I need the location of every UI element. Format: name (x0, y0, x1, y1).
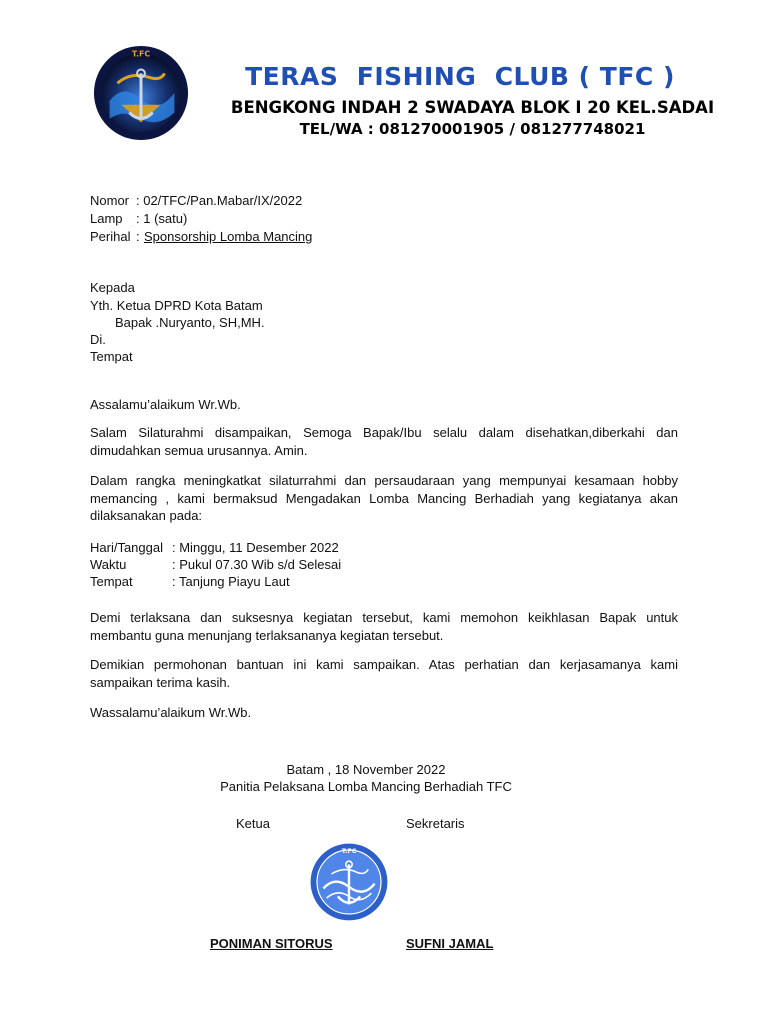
club-logo (92, 44, 190, 142)
secretary-title: Sekretaris (406, 816, 465, 831)
paragraph-3: Demi terlaksana dan suksesnya kegiatan tersebut, kami memohon keikhlasan Bapak untuk membantu guna menunjang terlaksananya kegiatan tersebut. (90, 610, 678, 643)
paragraph-2: Dalam rangka meningkatkat silaturrahmi dan persaudaraan yang mempunyai kesamaan hobby memancing , kami bermaksud Mengadakan Lomba Mancing Berhadiah yang kegiatanya akan dilaksanakan pada: (90, 473, 678, 523)
recipient-line1: Yth. Ketua DPRD Kota Batam (90, 298, 263, 313)
lamp-label: Lamp (90, 211, 123, 226)
recipient-line2: Bapak .Nuryanto, SH,MH. (115, 315, 265, 330)
chair-name: PONIMAN SITORUS (210, 936, 333, 951)
recipient-di: Di. (90, 332, 106, 347)
perihal-label: Perihal (90, 229, 131, 244)
meta-lamp (90, 210, 187, 227)
club-name: TERAS FISHING CLUB ( TFC ) (245, 62, 675, 91)
nomor-label: Nomor (90, 193, 130, 208)
recipient-tempat: Tempat (90, 349, 133, 364)
club-phone: TEL/WA : 081270001905 / 081277748021 (299, 120, 646, 138)
perihal-sep: : (136, 229, 140, 244)
date-label: Hari/Tanggal (90, 540, 163, 555)
lamp-value: : 1 (satu) (136, 211, 188, 226)
place-date: Batam , 18 November 2022 (286, 762, 446, 777)
detail-time (90, 556, 341, 573)
time-value: : Pukul 07.30 Wib s/d Selesai (172, 557, 342, 572)
detail-date (90, 539, 339, 556)
paragraph-4: Demikian permohonan bantuan ini kami sampaikan. Atas perhatian dan kerjasamanya kami sampaikan terima kasih. (90, 657, 678, 690)
date-value: : Minggu, 11 Desember 2022 (172, 540, 339, 555)
secretary-name: SUFNI JAMAL (406, 936, 494, 951)
nomor-value: : 02/TFC/Pan.Mabar/IX/2022 (136, 193, 303, 208)
detail-place (90, 573, 290, 590)
meta-perihal (90, 228, 312, 245)
closing: Wassalamu’alaikum Wr.Wb. (90, 705, 252, 720)
greeting: Assalamu’alaikum Wr.Wb. (90, 397, 241, 412)
place-label: Tempat (90, 574, 133, 589)
perihal-value: Sponsorship Lomba Mancing (144, 229, 313, 244)
chair-title: Ketua (236, 816, 270, 831)
meta-nomor (90, 192, 302, 209)
recipient-kepada: Kepada (90, 280, 135, 295)
svg-text:T.FC: T.FC (131, 49, 151, 59)
place-value: : Tanjung Piayu Laut (172, 574, 290, 589)
committee-name: Panitia Pelaksana Lomba Mancing Berhadiah TFC (220, 779, 512, 794)
paragraph-1: Salam Silaturahmi disampaikan, Semoga Bapak/Ibu selalu dalam disehatkan,diberkahi dan dimudahkan semua urusannya. Amin. (90, 425, 678, 458)
club-address: BENGKONG INDAH 2 SWADAYA BLOK I 20 KEL.SADAI (230, 98, 715, 117)
time-label: Waktu (90, 557, 127, 572)
club-stamp (309, 842, 389, 922)
svg-text:T.FC: T.FC (341, 847, 357, 856)
